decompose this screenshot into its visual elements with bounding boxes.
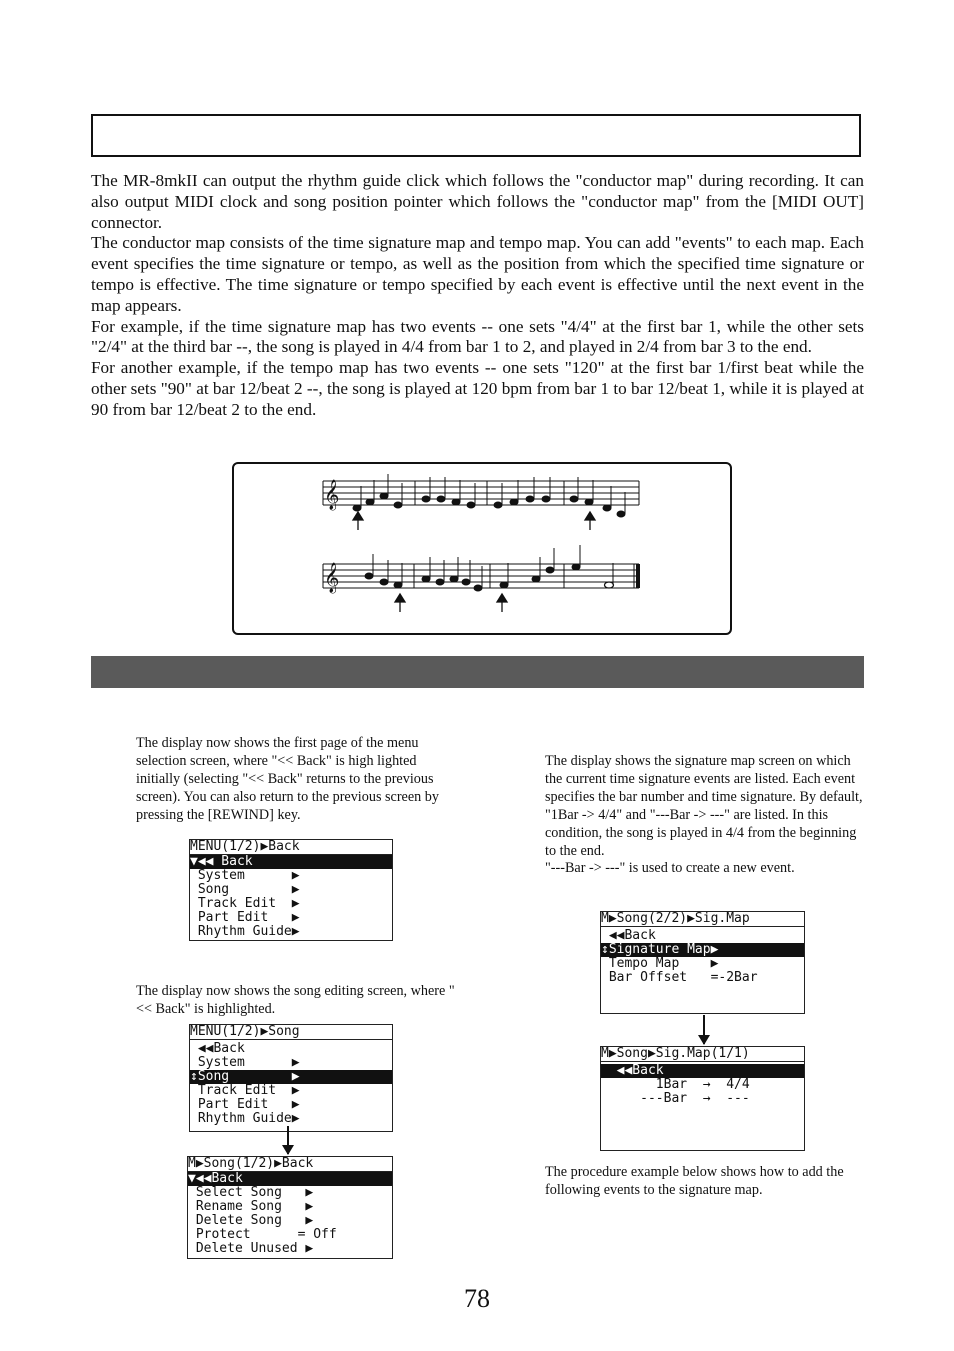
lcd-song-sig-map — [600, 911, 805, 1014]
lcd-row-event-new[interactable]: ---Bar → --- — [601, 1092, 750, 1106]
section-header-bar — [91, 656, 864, 688]
music-score-illustration — [232, 462, 732, 635]
lcd-row-bar-offset[interactable]: Bar Offset =-2Bar — [601, 971, 758, 985]
lcd-row-rhythm-guide[interactable]: Rhythm Guide▶ — [190, 1112, 300, 1126]
lcd-row-song[interactable]: Song ▶ — [190, 883, 300, 897]
lcd-row-select-song[interactable]: Select Song ▶ — [188, 1186, 314, 1200]
lcd-row-system[interactable]: System ▶ — [190, 1056, 300, 1070]
lcd-header: M▶Song(2/2)▶Sig.Map — [601, 912, 804, 927]
note-procedure: The procedure example below shows how to add the following events to the signature map. — [545, 1164, 844, 1198]
lcd-row-signature-map[interactable]: ↕Signature Map▶ — [601, 943, 804, 957]
intro-paragraph-1: The MR-8mkII can output the rhythm guide click which follows the "conductor map" during recording. It can also output MIDI clock and song position pointer which follows the "conductor map" from the [MIDI OUT] connector. — [91, 171, 864, 232]
lcd-row-back[interactable]: ◀◀Back — [601, 1064, 804, 1078]
lcd-row-part-edit[interactable]: Part Edit ▶ — [190, 911, 300, 925]
note-menu-first-page: The display now shows the first page of the menu selection screen, where "<< Back" is high lighted initially (selecting "<< Back" returns to the previous screen). You can also return to the previous screen by pressing the [REWIND] key. — [136, 735, 439, 823]
lcd-row-rename-song[interactable]: Rename Song ▶ — [188, 1200, 314, 1214]
arrow-down-icon — [703, 1015, 705, 1044]
intro-paragraph-3: For example, if the time signature map has two events -- one sets "4/4" at the first bar 1, while the other sets "2/4" at the third bar --, the song is played in 4/4 from bar 1 to 2, and played in 2/4 from bar 3 to the end. — [91, 316, 864, 357]
lcd-row-back[interactable]: ▼◀◀Back — [188, 1172, 392, 1186]
lcd-menu-song — [189, 1024, 393, 1132]
intro-paragraph-2: The conductor map consists of the time signature map and tempo map. You can add "events" to each map. Each event specifies the time signature or tempo, as well as the position from which the specified time signature or tempo is effective. The time signature or tempo specified by each event is effective until the next event in the map appears. — [91, 233, 864, 315]
note-song-editing: The display now shows the song editing screen, where "<< Back" is highlighted. — [136, 983, 455, 1017]
note-signature-map-new: "---Bar -> ---" is used to create a new event. — [545, 860, 795, 877]
lcd-row-event-1bar[interactable]: 1Bar → 4/4 — [601, 1078, 750, 1092]
lcd-menu-back — [189, 839, 393, 941]
music-notation — [234, 464, 734, 637]
intro-paragraph-4: For another example, if the tempo map has two events -- one sets "120" at the first bar 1/first beat while the other sets "90" at bar 12/beat 2 --, the song is played at 120 bpm from bar 1 to bar 12/beat 1, while it is played at 90 from bar 12/beat 2 to the end. — [91, 358, 864, 419]
lcd-header: MENU(1/2)▶Back — [190, 840, 392, 855]
intro-text — [91, 171, 864, 421]
arrow-down-icon — [287, 1126, 289, 1154]
lcd-row-part-edit[interactable]: Part Edit ▶ — [190, 1098, 300, 1112]
lcd-row-tempo-map[interactable]: Tempo Map ▶ — [601, 957, 719, 971]
lcd-row-system[interactable]: System ▶ — [190, 869, 300, 883]
lcd-header: M▶Song▶Sig.Map(1/1) — [601, 1047, 804, 1062]
lcd-row-track-edit[interactable]: Track Edit ▶ — [190, 1084, 300, 1098]
lcd-row-rhythm-guide[interactable]: Rhythm Guide▶ — [190, 925, 300, 939]
lcd-row-delete-song[interactable]: Delete Song ▶ — [188, 1214, 314, 1228]
lcd-row-back[interactable]: ▼◀◀ Back — [190, 855, 392, 869]
lcd-sig-map-list — [600, 1046, 805, 1151]
lcd-song-back — [187, 1156, 393, 1259]
lcd-row-back[interactable]: ◀◀Back — [601, 929, 656, 943]
lcd-header: MENU(1/2)▶Song — [190, 1025, 392, 1040]
note-signature-map-text: The display shows the signature map screen on which the current time signature events are listed. Each event specifies the bar number and time signature. By default, "1Bar -> 4/4" and "---Bar -> ---" are listed. In this condition, the song is played in 4/4 from the beginning to the end. — [545, 753, 863, 859]
svg-text:𝄞: 𝄞 — [324, 480, 340, 510]
lcd-header: M▶Song(1/2)▶Back — [188, 1157, 392, 1172]
lcd-row-delete-unused[interactable]: Delete Unused ▶ — [188, 1242, 314, 1256]
note-signature-map — [545, 753, 865, 878]
lcd-row-back[interactable]: ◀◀Back — [190, 1042, 245, 1056]
svg-text:𝄞: 𝄞 — [324, 563, 340, 593]
lcd-row-track-edit[interactable]: Track Edit ▶ — [190, 897, 300, 911]
lcd-row-song[interactable]: ↕Song ▶ — [190, 1070, 392, 1084]
title-box — [91, 114, 861, 157]
page-number: 78 — [464, 1284, 490, 1313]
lcd-row-protect[interactable]: Protect = Off — [188, 1228, 337, 1242]
